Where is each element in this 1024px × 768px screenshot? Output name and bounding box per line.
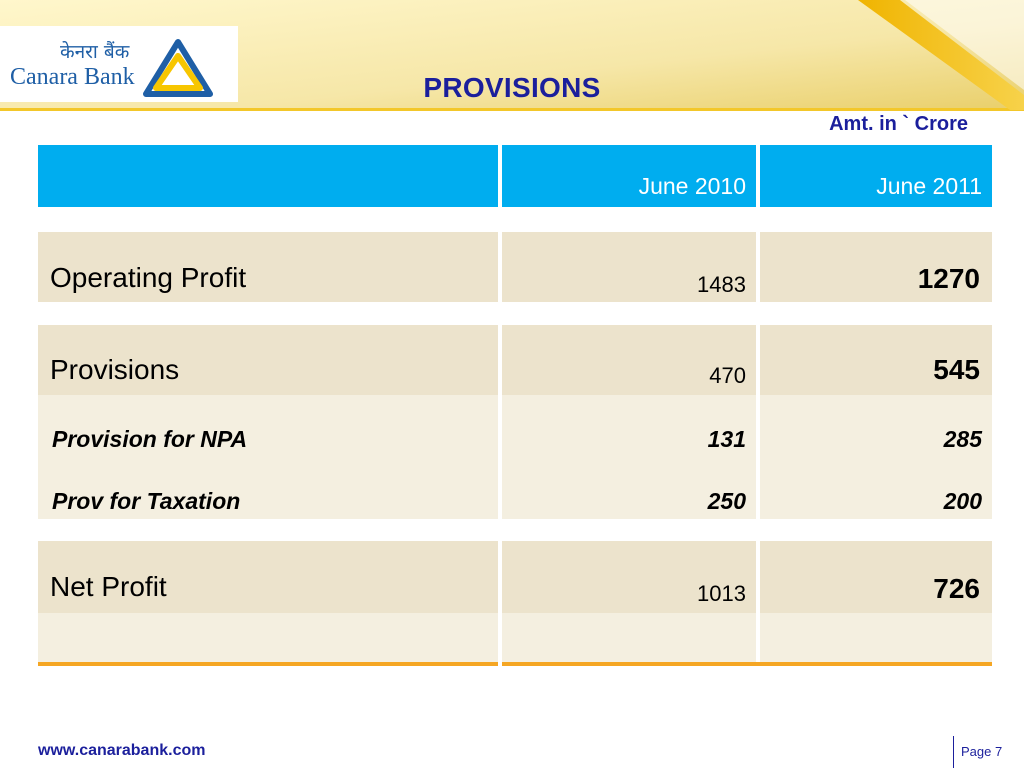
table-row-operating-profit-label: Operating Profit [38, 232, 498, 302]
logo-english-text: Canara Bank [10, 64, 135, 90]
provision-npa-2010: 131 [707, 426, 746, 452]
table-subrows-2010 [502, 395, 756, 519]
provision-npa-label: Provision for NPA [52, 426, 248, 452]
prov-taxation-2010: 250 [707, 488, 746, 514]
table-row-blank-label [38, 613, 498, 663]
provision-npa-2011: 285 [943, 426, 982, 452]
amount-unit-label: Amt. in ` Crore [829, 113, 968, 135]
table-row-blank-2010 [502, 613, 756, 663]
footer-website-link[interactable]: www.canarabank.com [38, 742, 206, 759]
page-title: PROVISIONS [423, 72, 601, 103]
logo-hindi-text: केनरा बैंक [60, 41, 130, 63]
table-header-june-2010: June 2010 [502, 145, 756, 207]
footer-divider [953, 736, 954, 768]
provisions-2010: 470 [502, 325, 756, 395]
provisions-2011: 545 [760, 325, 992, 395]
footer-page-number: Page 7 [961, 744, 1003, 759]
table-row-provisions-label: Provisions [38, 325, 498, 395]
table-header-june-2011: June 2011 [760, 145, 992, 207]
table-subrows-label [38, 395, 498, 519]
table-subrows-2011 [760, 395, 992, 519]
operating-profit-2010: 1483 [502, 232, 756, 302]
net-profit-2011: 726 [760, 541, 992, 613]
operating-profit-2011: 1270 [760, 232, 992, 302]
table-bottom-border-label [38, 662, 498, 666]
table-bottom-border-values [502, 662, 992, 666]
prov-taxation-label: Prov for Taxation [52, 488, 241, 514]
table-row-blank-2011 [760, 613, 992, 663]
table-row-net-profit-label: Net Profit [38, 541, 498, 613]
prov-taxation-2011: 200 [943, 488, 982, 514]
table-header-blank [38, 145, 498, 207]
net-profit-2010: 1013 [502, 541, 756, 613]
